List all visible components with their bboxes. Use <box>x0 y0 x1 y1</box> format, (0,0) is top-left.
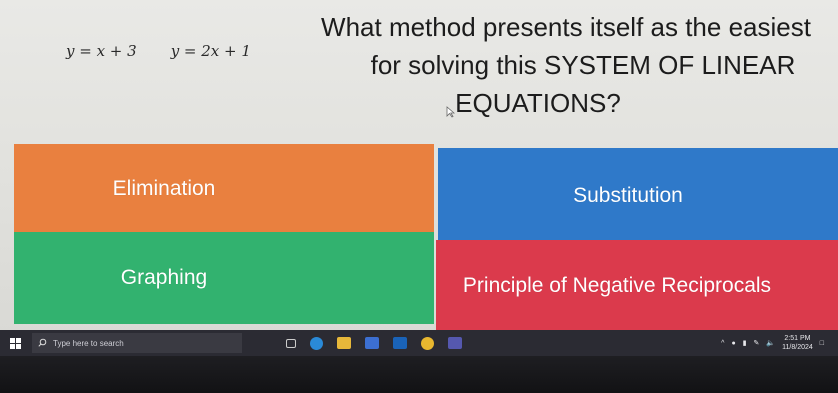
answer-label: Graphing <box>120 266 208 289</box>
file-explorer-icon[interactable] <box>337 337 351 349</box>
monitor-bezel <box>0 356 838 393</box>
mail-icon[interactable] <box>393 337 407 349</box>
notifications-icon[interactable]: □ <box>819 339 824 347</box>
volume-icon[interactable]: 🔈 <box>766 340 776 347</box>
answer-label: Elimination <box>112 177 216 200</box>
taskbar-search-box[interactable] <box>32 333 242 353</box>
chevron-up-icon[interactable]: ^ <box>721 339 725 347</box>
clock-time: 2:51 PM <box>784 335 811 342</box>
answer-negative-reciprocals[interactable] <box>436 240 838 332</box>
teams-icon[interactable] <box>448 337 462 349</box>
chrome-icon[interactable] <box>421 337 434 350</box>
search-placeholder: Type here to search <box>53 338 124 348</box>
mouse-cursor-icon <box>446 106 455 121</box>
answer-label: Principle of Negative Reciprocals <box>462 274 772 297</box>
equations <box>66 42 251 60</box>
question-line-2: for solving this SYSTEM OF LINEAR <box>370 50 796 80</box>
question-text <box>296 8 836 122</box>
equation-1: y = x + 3 <box>66 42 137 60</box>
pen-icon[interactable]: ✎ <box>753 340 760 347</box>
answer-elimination[interactable] <box>14 144 434 234</box>
windows-start-icon[interactable] <box>0 330 30 356</box>
store-icon[interactable] <box>365 337 379 349</box>
clock[interactable] <box>782 334 813 352</box>
search-icon <box>38 338 47 349</box>
answer-substitution[interactable] <box>438 148 838 244</box>
answer-graphing[interactable] <box>14 232 434 324</box>
system-tray <box>721 334 824 352</box>
battery-icon[interactable]: ▮ <box>742 340 747 347</box>
question-line-3: EQUATIONS? <box>455 88 621 118</box>
clock-date: 11/8/2024 <box>782 344 813 351</box>
equation-2: y = 2x + 1 <box>170 42 251 60</box>
answer-label: Substitution <box>573 184 683 207</box>
network-icon[interactable]: ● <box>731 339 736 347</box>
task-view-icon[interactable] <box>286 339 296 348</box>
windows-taskbar <box>0 330 838 356</box>
question-line-1: What method presents itself as the easiest <box>321 12 811 42</box>
edge-browser-icon[interactable] <box>310 337 323 350</box>
